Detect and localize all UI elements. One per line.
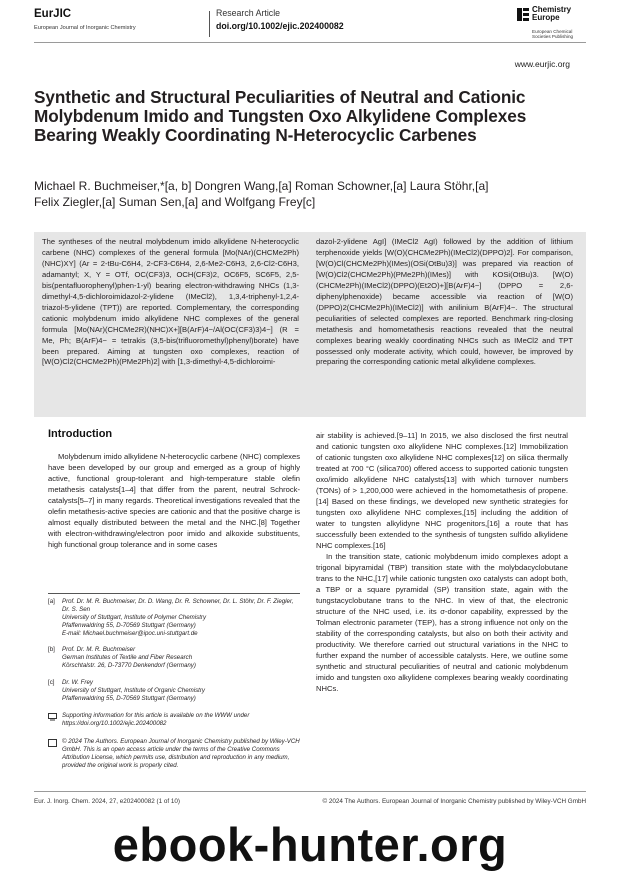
article-title: Synthetic and Structural Peculiarities of Neutral and Cationic Molybdenum Imido and Tungsten Oxo Alkylidene Complexes Bearing Weakly Coordinating N-Heterocyclic Carbenes — [34, 87, 527, 146]
affiliation-text: Prof. Dr. M. R. Buchmeiser German Institutes of Textile and Fiber Research Körschtalstr. 26, D-73770 Denkendorf (Germany) — [62, 646, 196, 669]
footer-rule — [34, 791, 586, 792]
body-column-right — [316, 430, 568, 694]
publisher-name: Chemistry Europe — [532, 5, 572, 23]
citation-line: Eur. J. Inorg. Chem. 2024, 27, e202400082 (1 of 10) — [34, 798, 180, 805]
watermark-banner: ebook-hunter.org — [112, 818, 508, 871]
open-access-icon — [48, 739, 57, 747]
article-doi-link[interactable]: doi.org/10.1002/ejic.202400082 — [216, 21, 344, 31]
author-line: Michael R. Buchmeiser,*[a, b] Dongren Wang,[a] Roman Schowner,[a] Laura Stöhr,[a] — [34, 179, 489, 193]
journal-abbrev: EurJIC — [34, 8, 72, 20]
journal-website-link[interactable]: www.eurjic.org — [514, 59, 570, 69]
abstract-text-right: dazol-2-ylidene AgI] (IMeCl2 AgI) followed by the addition of lithium terphenoxide yields [W(O)(CHCMe2Ph)(IMeCl2)(DPPO)2]. For comparison, [W(O)Cl(CHCMe2Ph)(IMes)(OSi(OtBu)3)] was prepared via reaction of [W(O)Cl2(CHCMe2Ph)(PMe2Ph)(IMes)] with KOSi(OtBu)3. [W(O)(CHCMe2Ph)(IMeCl2)(DPPO)(Et2O)+][B(ArF)4−] (DPPO = 2,6-diphenylphenoxide) became accessible via reaction of [W(O)(DPPO)2(CHCMe2Ph)(IMeCl2)] with anilinium B(ArF)4−. The structural peculiarities of selected complexes are reported. Benchmark ring-closing metathesis and homometathesis reactions revealed that the neutral complexes bearing weakly coordinating NHCs such as IMeCl2 and TPT possessed only moderate activity, which could, however, be improved by preparing the corresponding cationic metal alkylidene complexes. — [316, 237, 573, 367]
supporting-info-note — [48, 712, 300, 728]
affiliation-text: Prof. Dr. M. R. Buchmeiser, Dr. D. Wang, Dr. R. Schowner, Dr. L. Stöhr, Dr. F. Ziegler, Dr. S. Sen University of Stuttgart, Institute of Polymer Chemistry Pfaffenwaldring 55, D-70569 Stuttgart (Germany) E-mail: Michael.buchmeiser@ipoc.uni-stuttgart.de — [62, 598, 294, 637]
affiliation-b — [48, 646, 300, 670]
supporting-info-text: Supporting information for this article is available on the WWW under https://doi.org/10.1002/ejic.202400082 — [62, 712, 250, 727]
publisher-subtitle-line: European Chemical — [532, 29, 573, 34]
paragraph: Molybdenum imido alkylidene N-heterocyclic carbene (NHC) complexes have been developed by our group and emerged as a group of highly active, functional group-tolerant and high-temperature stable olefin metathesis catalysts[1–4] that differ from the parent, neutral Schrock-catalysts[5–7] in many regards. Theoretical investigations revealed that the olefin metathesis-active species are cationic and that the positive charge is almost equally distributed between the metal and the NHC.[8] Together with electron-withdrawing/electron poor imido and alkoxide substituents, high functional group tolerance and in some cases — [48, 452, 300, 549]
journal-full-name: European Journal of Inorganic Chemistry — [34, 25, 136, 31]
paragraph: air stability is achieved.[9–11] In 2015, we also disclosed the first neutral and cationic tungsten oxo alkylidene NHC complexes.[12] Immobilization of cationic tungsten oxo alkylidene NHC complexes[12] on silica thermally treated at 700 °C (silica700) offered access to supported cationic tungsten oxo/imido alkylidene NHC catalysts[13] with which turnover numbers (TONs) of > 1,200,000 were achieved in the homometathesis of propene.[14] Based on these findings, we developed new synthetic strategies for tungsten oxo alkylidene NHC complexes,[15] including the addition of water to tungsten alkylidyne NHC progenitors,[16] a route that has successfully been extended to the synthesis of tungsten sulfido alkylidene NHC complexes.[16] — [316, 431, 568, 550]
affiliation-c — [48, 679, 300, 703]
affiliation-label: [b] — [48, 646, 55, 653]
publisher-subtitle — [532, 29, 573, 39]
paragraph: In the transition state, cationic molybdenum imido complexes adopt a trigonal bipyramidal (TBP) transition state with the molybdacyclobutane trans to the NHC,[17] while cationic tungsten oxo catalysts can adopt both, a TBP or a square pyramidal (SP) transition state, again with the tungstacyclobutane trans to the NHC. In view of that, the electronic structure of the NHC used, i.e. its σ-donor capability, expressed by the Tolman electronic parameter (TEP), has a strong influence not only on the stability of the corresponding catalysts, but also on both their activity and productivity. We therefore carried out structural variations in the NHC to further expand the number of accessible catalysts. Here, we outline some synthetic and structural peculiarities of neutral and cationic molybdenum imido and tungsten oxo alkylidene complexes bearing weakly coordinating NHCs. — [316, 552, 568, 693]
license-text: © 2024 The Authors. European Journal of Inorganic Chemistry published by Wiley-VCH GmbH. This is an open access article under the terms of the Creative Commons Attribution License, which permits use, distribution and reproduction in any medium, provided the original work is properly cited. — [62, 738, 300, 769]
section-heading: Introduction — [48, 428, 113, 440]
affiliation-label: [a] — [48, 598, 55, 605]
publisher-subtitle-line: Societies Publishing — [532, 34, 574, 39]
header-divider — [209, 11, 210, 37]
license-note — [48, 738, 300, 770]
copyright-line: © 2024 The Authors. European Journal of Inorganic Chemistry published by Wiley-VCH GmbH — [322, 798, 586, 805]
author-list — [34, 178, 594, 210]
monitor-icon — [48, 713, 57, 721]
abstract-box — [34, 232, 586, 417]
header-rule — [34, 42, 586, 43]
author-line: Felix Ziegler,[a] Suman Sen,[a] and Wolfgang Frey[c] — [34, 195, 316, 210]
affiliation-a — [48, 598, 300, 638]
body-column-left — [48, 451, 300, 550]
article-type: Research Article — [216, 8, 281, 18]
affiliation-text: Dr. W. Frey University of Stuttgart, Institute of Organic Chemistry Pfaffenwaldring 55, D-70569 Stuttgart (Germany) — [62, 679, 205, 702]
chemistry-europe-logo-icon — [517, 8, 529, 21]
abstract-text-left: The syntheses of the neutral molybdenum imido alkylidene N-heterocyclic carbene (NHC) complexes of the general formula [Mo(NAr)(CHCMe2Ph)(NHC)XY] (Ar = 2-tBu-C6H4, 2-CF3-C6H4, 2,6-Me2-C6H3, 2,6-Cl2-C6H3, adamantyl; X, Y = OTf, OC(CF3)3, OCH(CF3)2, OC6F5, SC6F5, 2,5-bis(pentafluorophenyl)phen-1-yl) bearing electron-withdrawing NHCs (1,3-dimethyl-4,5-dichloroimidazol-2-ylidene (IMeCl2), 1,3,4-triphenyl-1,2,4-triazol-5-ylidene (TPT)) are reported. Complementary, the corresponding cationic molybdenum imido alkylidene NHC complexes of the general formula [Mo(NAr)(CHCMe2R)(NHC)X+][B(ArF)4−/Al(OC(CF3)3)4−] (R = Me, Ph; B(ArF)4− = tetrakis (3,5-bis(trifluoromethyl)phenyl)borate) have been prepared. Aiming at tungsten oxo complexes, reaction of [W(O)Cl2(CHCMe2Ph)(PMe2Ph)2] with [1,3-dimethyl-4,5-dichloroimi- — [42, 237, 299, 367]
footnote-rule — [48, 593, 300, 594]
affiliation-label: [c] — [48, 679, 55, 686]
